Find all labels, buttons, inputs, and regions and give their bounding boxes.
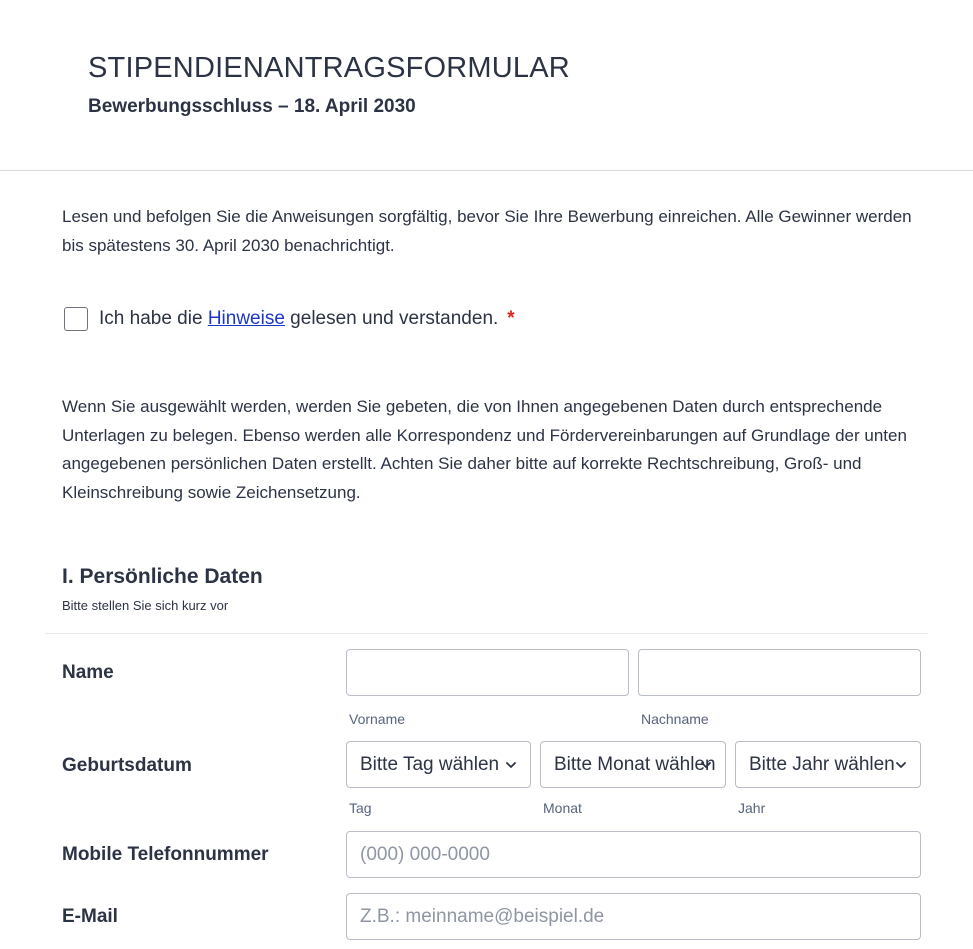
email-input[interactable] [346, 893, 921, 940]
birthdate-label: Geburtsdatum [62, 755, 192, 776]
year-select-value: Bitte Jahr wählen [749, 754, 895, 775]
last-name-input[interactable] [638, 649, 921, 696]
consent-prefix: Ich habe die [99, 308, 208, 329]
phone-input[interactable] [346, 831, 921, 878]
section-divider [45, 633, 928, 634]
form-header [0, 0, 973, 171]
consent-label [99, 308, 498, 330]
day-select-value: Bitte Tag wählen [360, 754, 500, 775]
consent-suffix: gelesen und verstanden. [284, 308, 499, 329]
section-title: I. Persönliche Daten [62, 565, 263, 588]
day-select[interactable] [346, 741, 531, 788]
phone-label: Mobile Telefonnummer [62, 844, 269, 865]
chevron-down-icon [504, 758, 518, 772]
year-select[interactable] [735, 741, 921, 788]
month-sublabel: Monat [543, 800, 582, 816]
consent-checkbox[interactable] [64, 307, 88, 331]
day-sublabel: Tag [349, 800, 372, 816]
month-select-value: Bitte Monat wählen [554, 754, 716, 775]
hinweise-link[interactable]: Hinweise [207, 308, 285, 329]
intro-text: Lesen und befolgen Sie die Anweisungen sorgfältig, bevor Sie Ihre Bewerbung einreichen. Alle Gewinner werden bis spätestens 30. April 2030 benachrichtigt. [62, 207, 912, 255]
chevron-down-icon [894, 758, 908, 772]
consent-row [64, 307, 515, 331]
form-subtitle: Bewerbungsschluss – 18. April 2030 [88, 96, 416, 117]
month-select[interactable] [540, 741, 726, 788]
form-title: STIPENDIENANTRAGSFORMULAR [88, 52, 570, 84]
required-asterisk: * [507, 308, 515, 329]
first-name-input[interactable] [346, 649, 629, 696]
section-subtitle: Bitte stellen Sie sich kurz vor [62, 598, 229, 613]
chevron-down-icon [699, 758, 713, 772]
name-label: Name [62, 662, 114, 683]
first-name-sublabel: Vorname [349, 711, 406, 727]
email-label: E-Mail [62, 906, 118, 927]
year-sublabel: Jahr [738, 800, 766, 816]
last-name-sublabel: Nachname [641, 711, 709, 727]
notice-text: Wenn Sie ausgewählt werden, werden Sie gebeten, die von Ihnen angegebenen Daten durch entsprechende Unterlagen zu belegen. Ebenso werden alle Korrespondenz und Fördervereinbarungen auf Grundlage der unten angegebenen persönlichen Daten erstellt. Achten Sie daher bitte auf korrekte Rechtschreibung, Groß- und Kleinschreibung sowie Zeichensetzung. [62, 397, 907, 502]
